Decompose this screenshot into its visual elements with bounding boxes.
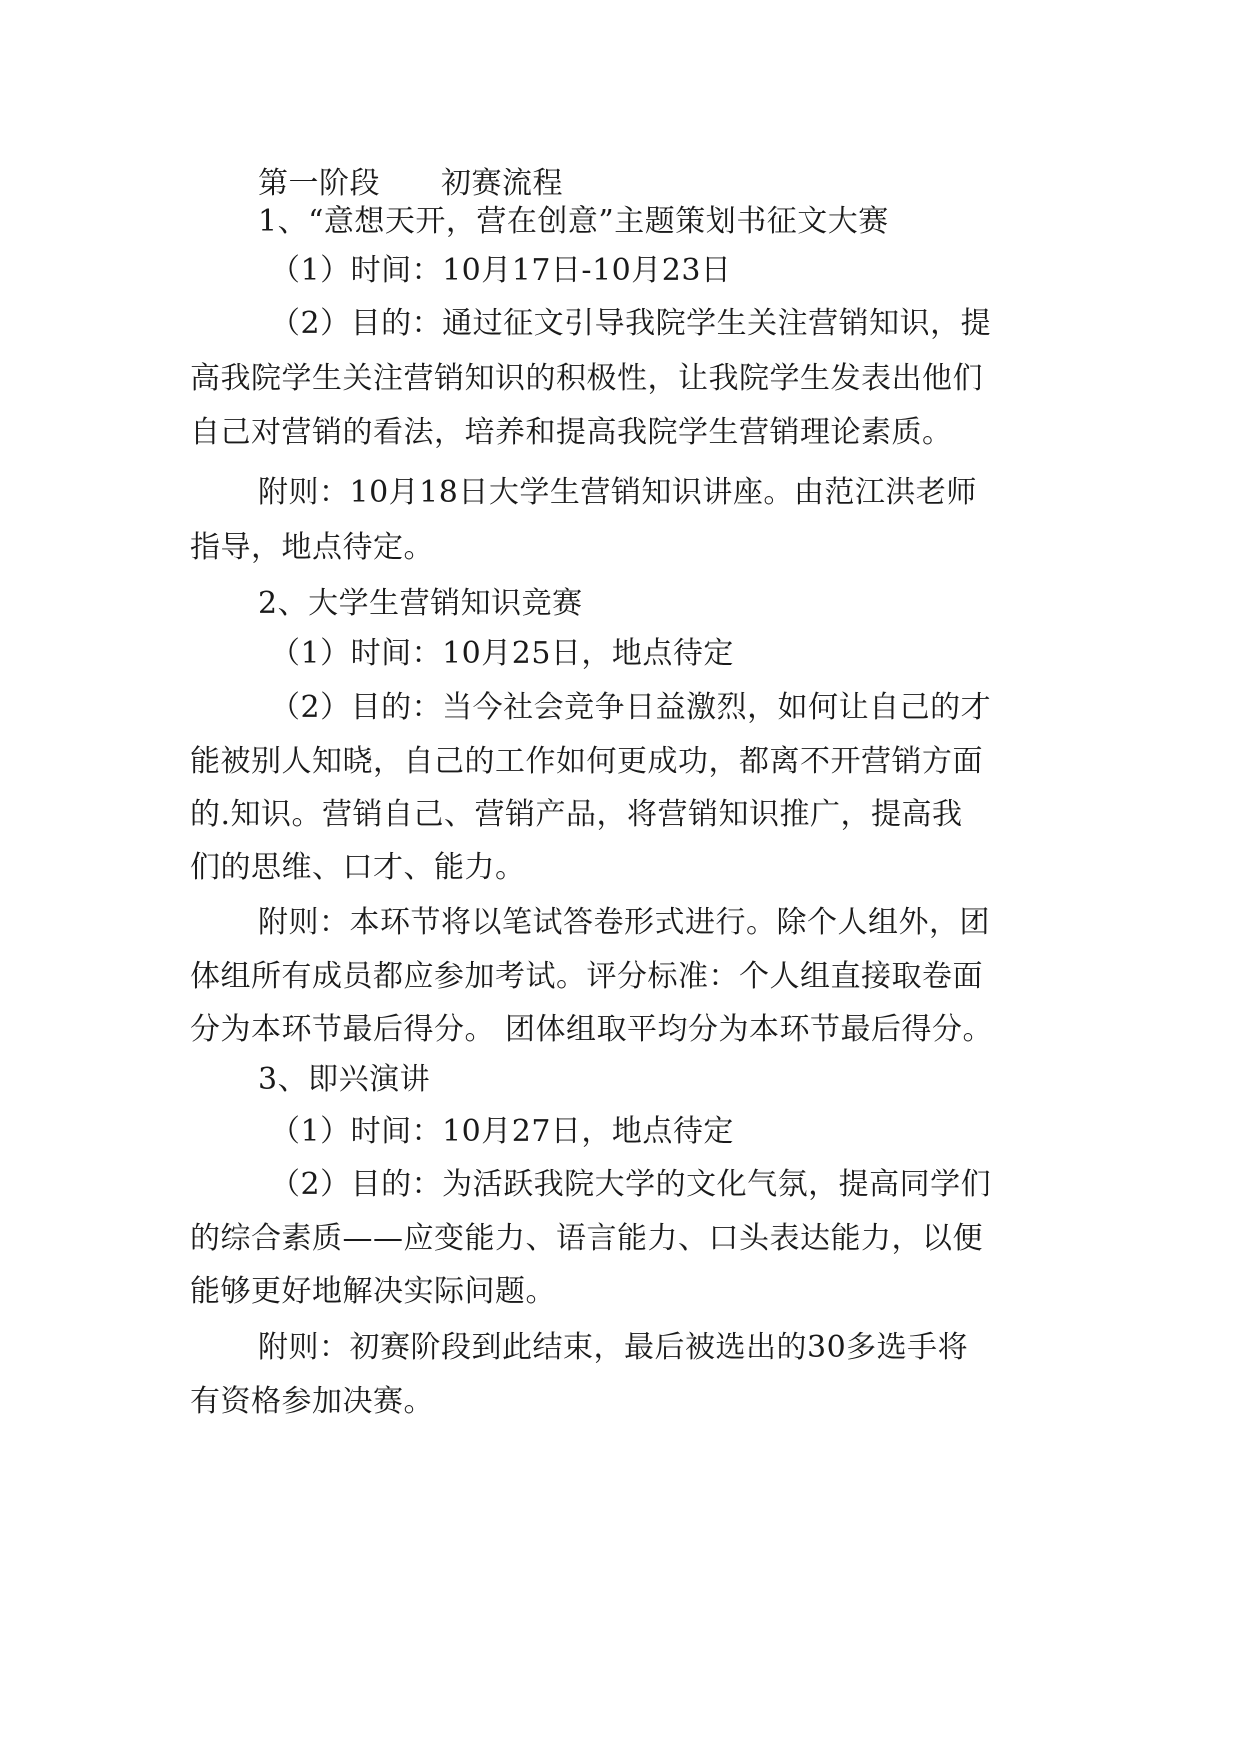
item-2-purpose-line-1: （2）目的：当今社会竞争日益激烈，如何让自己的才 [270, 690, 992, 725]
item-1-time: （1）时间：10月17日-10月23日 [270, 253, 732, 288]
item-2-title: 2、大学生营销知识竞赛 [258, 586, 583, 621]
item-2-note-line-2: 体组所有成员都应参加考试。评分标准：个人组直接取卷面 [190, 959, 983, 994]
item-2-purpose-line-2: 能被别人知晓，自己的工作如何更成功，都离不开营销方面 [190, 744, 983, 779]
item-2-note-line-1: 附则：本环节将以笔试答卷形式进行。除个人组外，团 [258, 905, 990, 940]
item-1-purpose-line-2: 高我院学生关注营销知识的积极性，让我院学生发表出他们 [190, 361, 983, 396]
item-2-purpose-line-3: 的.知识。营销自己、营销产品，将营销知识推广，提高我 [190, 797, 963, 832]
item-2-note-line-3: 分为本环节最后得分。 团体组取平均分为本环节最后得分。 [190, 1012, 994, 1047]
item-3-purpose-line-3: 能够更好地解决实际问题。 [190, 1274, 556, 1309]
item-1-note-line-1: 附则：10月18日大学生营销知识讲座。由范江洪老师 [258, 475, 977, 510]
item-2-time: （1）时间：10月25日，地点待定 [270, 636, 734, 671]
item-3-note-line-2: 有资格参加决赛。 [190, 1384, 434, 1419]
item-3-purpose-line-2: 的综合素质——应变能力、语言能力、口头表达能力，以便 [190, 1221, 983, 1256]
item-1-note-line-2: 指导，地点待定。 [190, 530, 434, 565]
item-1-purpose-line-3: 自己对营销的看法，培养和提高我院学生营销理论素质。 [190, 415, 953, 450]
item-1-title: 1、“意想天开，营在创意”主题策划书征文大赛 [258, 204, 889, 239]
item-3-note-line-1: 附则：初赛阶段到此结束，最后被选出的30多选手将 [258, 1330, 969, 1365]
item-3-time: （1）时间：10月27日，地点待定 [270, 1114, 734, 1149]
item-3-purpose-line-1: （2）目的：为活跃我院大学的文化气氛，提高同学们 [270, 1167, 992, 1202]
item-3-title: 3、即兴演讲 [258, 1062, 431, 1097]
stage-heading: 第一阶段 初赛流程 [258, 166, 563, 201]
item-1-purpose-line-1: （2）目的：通过征文引导我院学生关注营销知识，提 [270, 306, 992, 341]
item-2-purpose-line-4: 们的思维、口才、能力。 [190, 850, 526, 885]
